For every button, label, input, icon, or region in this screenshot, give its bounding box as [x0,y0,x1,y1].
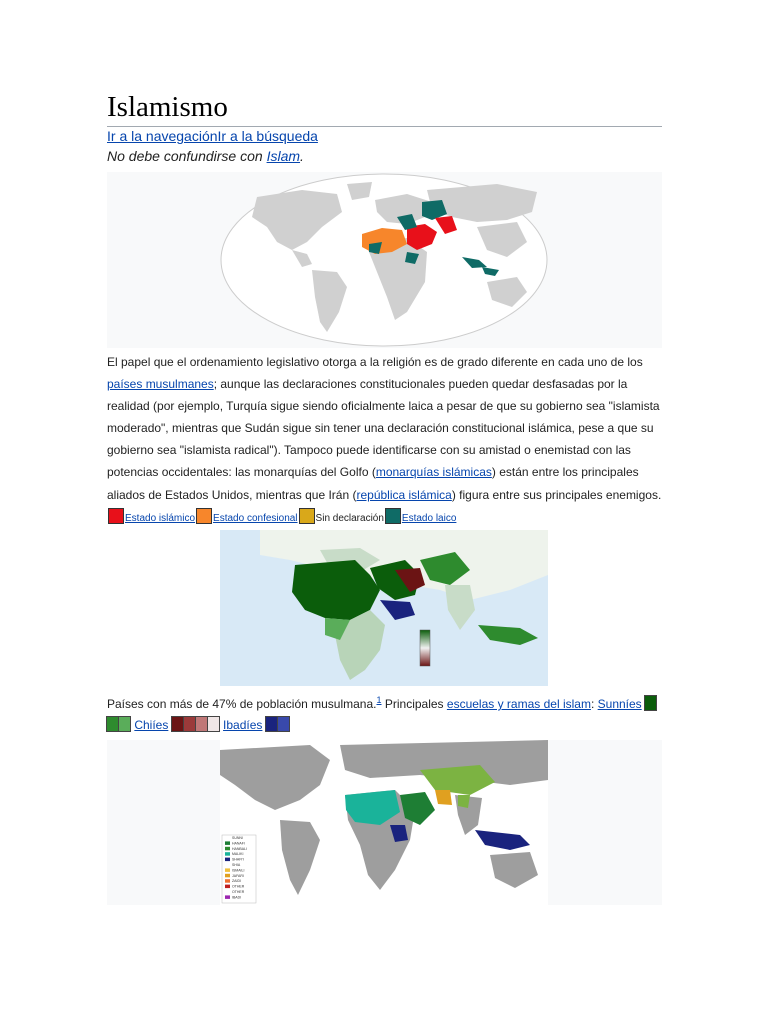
map-muslim-population[interactable] [220,530,548,686]
paragraph-text-2: ; aunque las declaraciones constitucionales pueden quedar desfasadas por la realidad (por ejemplo, Turquía sigue siendo oficialmente laica a pesar de que su gobierno sea "islamista moderado", mientras que Sudán sigue sin tener una declaración constitucional islámica, pese a que su gobierno sea "islamista radical"). Tampoco puede identificarse con su amistad o enemistad con las potencias occidentales: las monarquías del Golfo ( [107,377,660,480]
legend-label-sin-declaracion: Sin declaración [315,512,384,524]
legend-swatch-estado-islamico [108,508,124,524]
map3-legend-swatch [225,874,230,878]
legend-state-religion [107,510,456,524]
link-monarquias-islamicas[interactable]: monarquías islámicas [375,465,492,480]
map3-legend-swatch [225,852,230,856]
map3-legend-label: SHAFI'I [232,857,244,862]
map-state-religion-svg [107,172,662,348]
map3-legend-swatch [225,868,230,872]
paragraph-text-1: El papel que el ordenamiento legislativo otorga a la religión es de grado diferente en cada uno de los [107,355,643,369]
map-state-religion[interactable] [107,172,662,348]
map3-legend-swatch [225,841,230,845]
map-islam-branches-svg [220,740,548,905]
map3-legend-swatch [225,858,230,862]
map-islam-branches[interactable] [220,740,548,905]
map3-legend-label: IBADI [232,895,242,900]
hatnote [107,148,304,164]
map3-legend-swatch [225,879,230,883]
map3-legend-label: MALIKI [232,852,244,857]
hatnote-suffix: . [300,148,304,164]
legend-link-estado-laico[interactable]: Estado laico [401,512,457,524]
body-paragraph [107,351,662,530]
hatnote-link-islam[interactable]: Islam [266,148,301,164]
map3-legend-label: SUNNI [232,836,243,840]
link-escuelas-ramas-islam[interactable]: escuelas y ramas del islam [446,697,591,711]
map3-legend-label: OTHER [232,884,245,889]
caption-text-2: Principales [381,697,447,711]
legend-swatch-sin-declaracion [299,508,315,524]
map3-legend-label: HANBALI [232,846,247,851]
link-ibadies[interactable]: Ibadíes [223,718,263,732]
hatnote-text: No debe confundirse con [107,148,263,164]
sunni-swatch-3 [118,716,131,732]
map3-legend-label: JAFARI [232,873,244,878]
map3-legend-swatch [225,847,230,851]
caption-colon: : [590,697,595,711]
link-sunnies[interactable]: Sunníes [597,697,642,711]
reference-1[interactable]: 1 [376,695,382,705]
ibadi-swatches [266,718,290,732]
page-title: Islamismo [107,90,662,127]
shia-swatch-4 [207,716,220,732]
map3-legend-label: OTHER [232,890,245,894]
jump-to-navigation-link[interactable]: Ir a la navegación [107,128,218,144]
legend-swatch-estado-laico [385,508,401,524]
map3-legend-label: SHIA [232,863,241,867]
map3-legend-swatch [225,895,230,899]
jump-to-search-link[interactable]: Ir a la búsqueda [217,128,318,144]
legend-link-estado-confesional[interactable]: Estado confesional [213,512,298,524]
link-chiies[interactable]: Chiíes [134,718,169,732]
caption-text-1: Países con más de 47% de población musulmana. [107,697,377,711]
link-republica-islamica[interactable]: república islámica [356,487,452,502]
map-muslim-population-svg [220,530,548,686]
ibadi-swatch-2 [277,716,290,732]
paragraph-text-3: ) están entre los principales aliados de Estados Unidos, mientras que Irán ( [107,465,639,502]
link-paises-musulmanes[interactable]: países musulmanes [107,377,214,392]
map3-legend-label: ZAIDI [232,879,241,884]
legend-link-estado-islamico[interactable]: Estado islámico [125,512,196,524]
legend-swatch-estado-confesional [196,508,212,524]
map3-legend-swatch [225,885,230,889]
map3-legend-label: HANAFI [232,841,245,846]
paragraph-text-4: ) figura entre sus principales enemigos. [451,487,662,502]
caption-islam-branches [107,690,662,736]
sunni-swatch-1 [644,695,657,711]
jump-links [107,128,318,144]
map3-legend-label: ISMAILI [232,868,245,873]
shia-swatches [172,718,220,732]
